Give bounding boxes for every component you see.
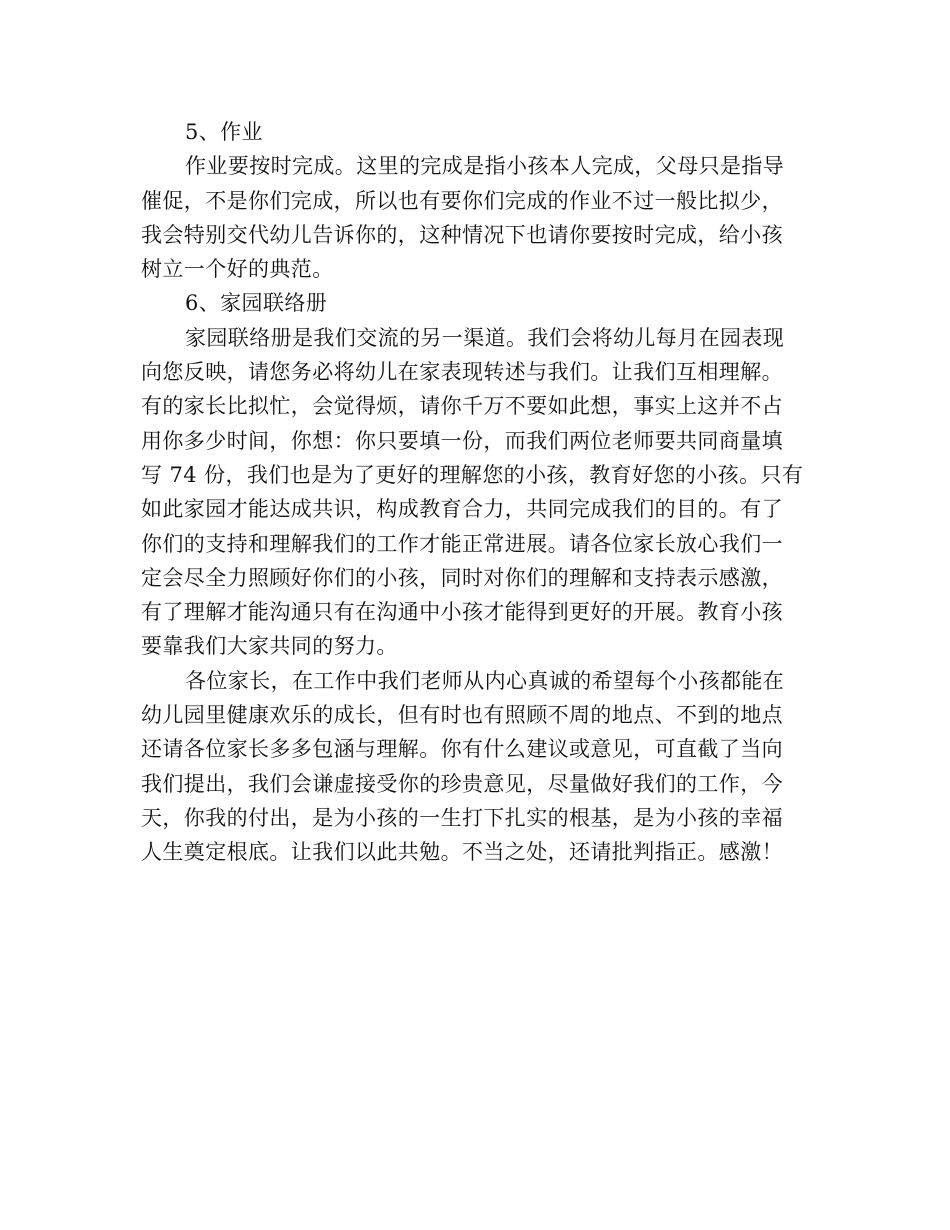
document-body bbox=[141, 115, 811, 870]
section-5-heading: 5、作业 bbox=[185, 120, 263, 144]
paragraph-line: 你们的支持和理解我们的工作才能正常进展。请各位家长放心我们一 bbox=[141, 531, 783, 556]
section-6-heading: 6、家园联络册 bbox=[185, 291, 328, 316]
paragraph-line: 定会尽全力照顾好你们的小孩，同时对你们的理解和支持表示感激， bbox=[141, 565, 783, 590]
paragraph-line: 各位家长，在工作中我们老师从内心真诚的希望每个小孩都能在 bbox=[185, 668, 785, 693]
paragraph-line: 催促，不是你们完成，所以也有要你们完成的作业不过一般比拟少， bbox=[141, 188, 783, 213]
paragraph-line: 人生奠定根底。让我们以此共勉。不当之处，还请批判指正。感激！ bbox=[141, 840, 783, 865]
paragraph-line: 我会特别交代幼儿告诉你的，这种情况下也请你要按时完成，给小孩 bbox=[141, 222, 783, 247]
paragraph-line: 有的家长比拟忙，会觉得烦，请你千万不要如此想，事实上这并不占 bbox=[141, 394, 783, 419]
paragraph-line: 有了理解才能沟通只有在沟通中小孩才能得到更好的开展。教育小孩 bbox=[141, 600, 783, 625]
paragraph-line: 作业要按时完成。这里的完成是指小孩本人完成，父母只是指导 bbox=[185, 154, 785, 179]
paragraph-line: 要靠我们大家共同的努力。 bbox=[141, 634, 398, 659]
paragraph-line: 写 74 份，我们也是为了更好的理解您的小孩，教育好您的小孩。只有 bbox=[141, 462, 804, 487]
section-5-paragraph bbox=[141, 149, 811, 286]
closing-paragraph bbox=[141, 664, 811, 870]
paragraph-line: 用你多少时间，你想：你只要填一份，而我们两位老师要共同商量填 bbox=[141, 428, 783, 453]
paragraph-line: 向您反映，请您务必将幼儿在家表现转述与我们。让我们互相理解。 bbox=[141, 360, 783, 385]
section-6-paragraph bbox=[141, 321, 811, 664]
paragraph-line: 还请各位家长多多包涵与理解。你有什么建议或意见，可直截了当向 bbox=[141, 737, 783, 762]
paragraph-line: 树立一个好的典范。 bbox=[141, 257, 334, 282]
paragraph-line: 家园联络册是我们交流的另一渠道。我们会将幼儿每月在园表现 bbox=[185, 325, 785, 350]
paragraph-line: 我们提出，我们会谦虚接受你的珍贵意见，尽量做好我们的工作，今 bbox=[141, 771, 783, 796]
paragraph-line: 如此家园才能达成共识，构成教育合力，共同完成我们的目的。有了 bbox=[141, 497, 783, 522]
paragraph-line: 幼儿园里健康欢乐的成长，但有时也有照顾不周的地点、不到的地点 bbox=[141, 703, 783, 728]
paragraph-line: 天，你我的付出，是为小孩的一生打下扎实的根基，是为小孩的幸福 bbox=[141, 805, 783, 830]
